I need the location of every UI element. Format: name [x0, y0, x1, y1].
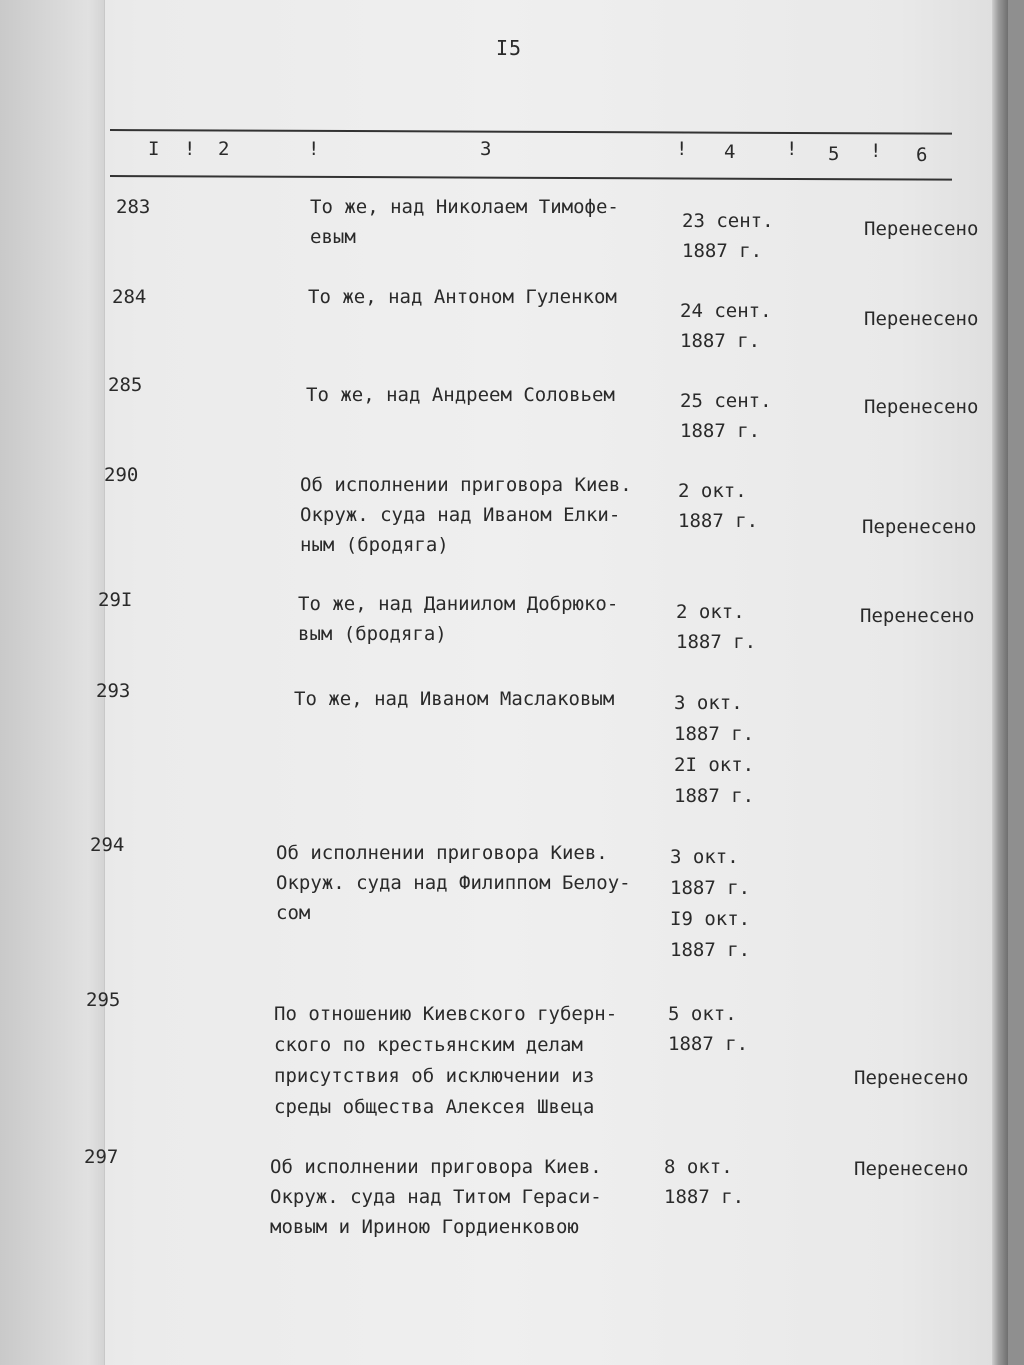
- header-col-2: 2: [218, 138, 230, 160]
- row-description: Об исполнении приговора Киев. Окруж. суда над Титом Гераси- мовым и Ириною Гордиенковою: [270, 1156, 602, 1238]
- row-number: 285: [108, 374, 143, 396]
- header-top-rule: [110, 129, 952, 135]
- row-date: 2 окт. 1887 г.: [678, 480, 759, 532]
- header-separator: !: [184, 138, 196, 160]
- row-date: 2 окт. 1887 г.: [676, 601, 757, 653]
- header-bottom-rule: [110, 175, 952, 181]
- row-description: То же, над Андреем Соловьем: [306, 384, 615, 406]
- row-date: 25 сент. 1887 г.: [680, 390, 772, 442]
- header-col-4: 4: [724, 141, 736, 163]
- row-description: То же, над Иваном Маслаковым: [294, 688, 615, 710]
- header-col-3: 3: [480, 138, 492, 160]
- row-number: 293: [96, 680, 131, 702]
- row-description: То же, над Даниилом Добрюко- вым (бродяга): [298, 593, 619, 645]
- header-col-1: I: [148, 138, 160, 160]
- row-note: Перенесено: [854, 1158, 969, 1180]
- row-note: Перенесено: [864, 218, 979, 240]
- row-number: 297: [84, 1146, 119, 1168]
- row-date: 5 окт. 1887 г.: [668, 1003, 749, 1055]
- header-separator: !: [870, 140, 882, 162]
- row-number: 290: [104, 464, 139, 486]
- header-separator: !: [676, 138, 688, 160]
- page-edge: [992, 0, 1008, 1365]
- row-date: 3 окт. 1887 г. 2I окт. 1887 г.: [674, 692, 755, 807]
- row-number: 283: [116, 196, 151, 218]
- row-number: 29I: [98, 589, 133, 611]
- row-description: То же, над Николаем Тимофе- евым: [310, 196, 619, 248]
- header-col-5: 5: [828, 143, 840, 165]
- row-description: Об исполнении приговора Киев. Окруж. суда над Иваном Елки- ным (бродяга): [300, 474, 632, 556]
- row-number: 284: [112, 286, 147, 308]
- row-note: Перенесено: [860, 605, 975, 627]
- row-date: 23 сент. 1887 г.: [682, 210, 774, 262]
- row-description: То же, над Антоном Гуленком: [308, 286, 617, 308]
- row-note: Перенесено: [862, 516, 977, 538]
- header-col-6: 6: [916, 144, 928, 166]
- row-number: 295: [86, 989, 121, 1011]
- row-number: 294: [90, 834, 125, 856]
- row-description: По отношению Киевского губерн- ского по крестьянским делам присутствия об исключении из среды общества Алексея Швеца: [274, 1003, 618, 1118]
- page-number: I5: [496, 36, 523, 60]
- header-separator: !: [308, 138, 320, 160]
- row-date: 8 окт. 1887 г.: [664, 1156, 745, 1208]
- table-header: [110, 138, 970, 168]
- row-note: Перенесено: [854, 1067, 969, 1089]
- row-description: Об исполнении приговора Киев. Окруж. суда над Филиппом Белоу- сом: [276, 842, 631, 924]
- row-note: Перенесено: [864, 308, 979, 330]
- header-separator: !: [786, 138, 798, 160]
- row-date: 24 сент. 1887 г.: [680, 300, 772, 352]
- row-date: 3 окт. 1887 г. I9 окт. 1887 г.: [670, 846, 751, 961]
- row-note: Перенесено: [864, 396, 979, 418]
